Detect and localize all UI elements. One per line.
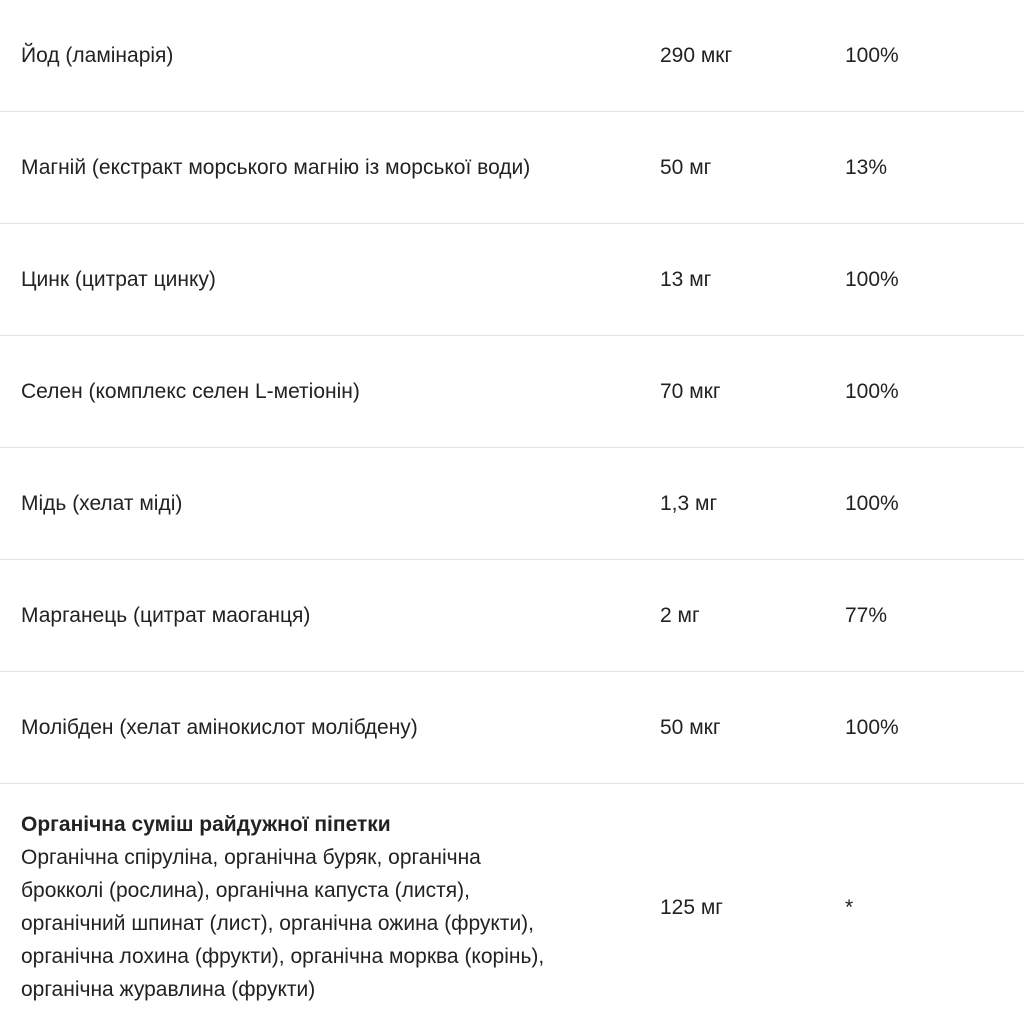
ingredient-daily-value: 13% — [845, 156, 888, 179]
ingredient-daily-value: 100% — [845, 492, 899, 515]
blend-ingredients-line: органічна журавлина (фрукти) — [21, 978, 316, 1001]
ingredient-name: Селен (комплекс селен L-метіонін) — [21, 380, 360, 403]
table-row — [0, 336, 1024, 448]
blend-description — [21, 784, 641, 1024]
ingredient-name: Марганець (цитрат маоганця) — [21, 604, 311, 627]
ingredient-daily-value: 100% — [845, 716, 899, 739]
ingredient-amount: 50 мг — [660, 156, 712, 179]
blend-daily-value: * — [845, 895, 854, 919]
ingredient-name: Молібден (хелат амінокислот молібдену) — [21, 716, 418, 739]
ingredient-amount: 1,3 мг — [660, 492, 718, 515]
ingredient-daily-value: 100% — [845, 380, 899, 403]
ingredient-amount: 13 мг — [660, 268, 712, 291]
table-row — [0, 560, 1024, 672]
table-row — [0, 224, 1024, 336]
ingredient-name: Цинк (цитрат цинку) — [21, 268, 216, 291]
blend-ingredients-line: брокколі (рослина), органічна капуста (листя), — [21, 879, 470, 902]
ingredient-name: Йод (ламінарія) — [21, 44, 174, 67]
ingredient-name: Мідь (хелат міді) — [21, 492, 183, 515]
blend-ingredients-line: Органічна спіруліна, органічна буряк, органічна — [21, 846, 481, 869]
ingredient-daily-value: 100% — [845, 268, 899, 291]
table-row — [0, 0, 1024, 112]
blend-ingredients-line: органічна лохина (фрукти), органічна морква (корінь), — [21, 945, 545, 968]
blend-ingredients-line: органічний шпинат (лист), органічна ожина (фрукти), — [21, 912, 535, 935]
table-row — [0, 448, 1024, 560]
ingredient-amount: 70 мкг — [660, 380, 721, 403]
blend-title: Органічна суміш райдужної піпетки — [21, 813, 391, 836]
blend-row — [0, 784, 1024, 1024]
ingredient-daily-value: 100% — [845, 44, 899, 67]
ingredient-amount: 2 мг — [660, 604, 700, 627]
blend-amount: 125 мг — [660, 895, 723, 919]
ingredient-name: Магній (екстракт морського магнію із морської води) — [21, 156, 531, 179]
ingredient-amount: 290 мкг — [660, 44, 733, 67]
ingredient-amount: 50 мкг — [660, 716, 721, 739]
table-row — [0, 672, 1024, 784]
table-row — [0, 112, 1024, 224]
ingredient-daily-value: 77% — [845, 604, 888, 627]
